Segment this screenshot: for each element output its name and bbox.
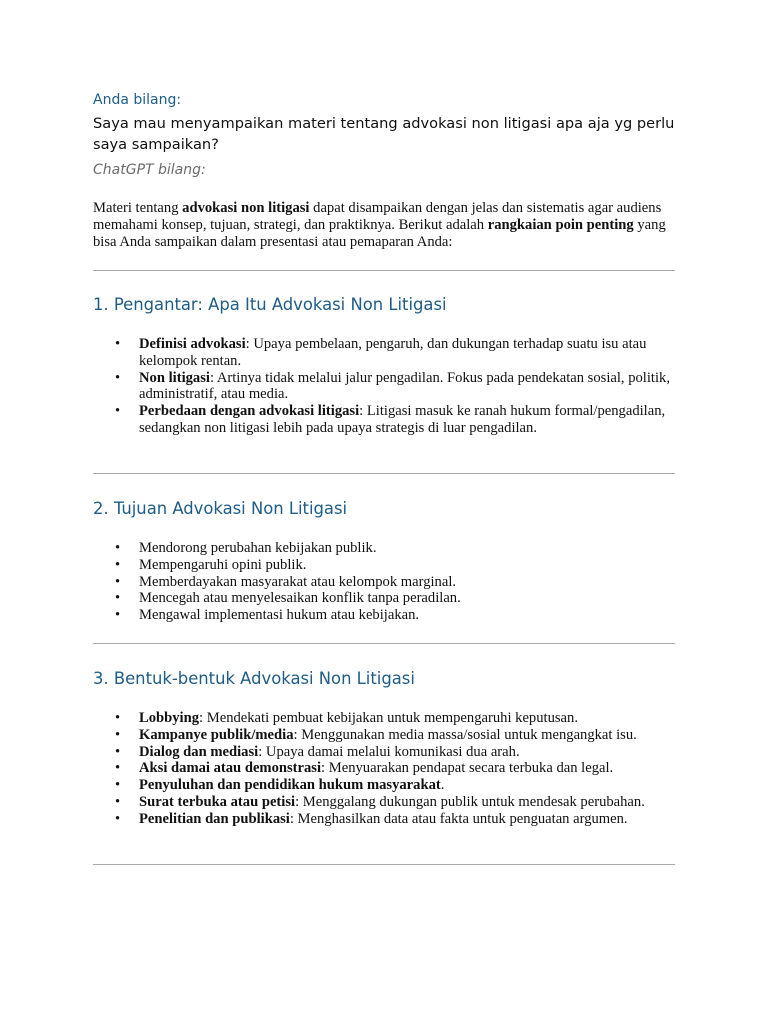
- list-item: [93, 744, 675, 761]
- assistant-intro-paragraph: [93, 200, 675, 251]
- bullet-icon: •: [115, 743, 121, 760]
- item-text: Mengawal implementasi hukum atau kebijakan.: [139, 607, 420, 624]
- item-text: : Menyuarakan pendapat secara terbuka dan legal.: [321, 760, 614, 777]
- bullet-icon: •: [115, 590, 121, 607]
- bullet-icon: •: [115, 403, 121, 420]
- intro-bold-term: advokasi non litigasi: [182, 200, 310, 216]
- item-text: Mencegah atau menyelesaikan konflik tanpa peradilan.: [139, 590, 461, 607]
- item-text: : Artinya tidak melalui jalur pengadilan. Fokus pada pendekatan sosial, politik, administratif, atau media.: [139, 369, 670, 403]
- list-item: [93, 336, 675, 370]
- section-list: [93, 540, 675, 624]
- item-text: : Upaya damai melalui komunikasi dua arah.: [258, 743, 520, 760]
- item-term: Perbedaan dengan advokasi litigasi: [139, 403, 360, 420]
- bullet-icon: •: [115, 540, 121, 556]
- item-text: : Litigasi masuk ke ranah hukum formal/pengadilan, sedangkan non litigasi lebih pada upaya strategis di luar pengadilan.: [139, 403, 666, 436]
- list-item: [93, 794, 675, 811]
- item-term: Aksi damai atau demonstrasi: [139, 760, 322, 777]
- bullet-icon: •: [115, 810, 121, 827]
- list-item: [93, 811, 675, 828]
- item-text: : Menghasilkan data atau fakta untuk penguatan argumen.: [289, 810, 628, 827]
- bullet-icon: •: [115, 607, 121, 624]
- list-item: [93, 557, 675, 574]
- section-list: [93, 336, 675, 437]
- intro-text: yang bisa Anda sampaikan dalam presentasi atau pemaparan Anda:: [93, 217, 666, 250]
- bullet-icon: •: [115, 726, 121, 743]
- bullet-icon: •: [115, 369, 121, 386]
- item-term: Penyuluhan dan pendidikan hukum masyarakat: [139, 777, 441, 794]
- section-divider: [93, 643, 675, 644]
- item-text: : Menggalang dukungan publik untuk mendesak perubahan.: [295, 793, 645, 810]
- list-item: [93, 607, 675, 624]
- section-divider: [93, 864, 675, 865]
- intro-bold-term: rangkaian poin penting: [487, 217, 634, 233]
- item-text: : Menggunakan media massa/sosial untuk mengangkat isu.: [293, 726, 637, 743]
- section-heading: 3. Bentuk-bentuk Advokasi Non Litigasi: [93, 669, 415, 688]
- bullet-icon: •: [115, 336, 121, 352]
- item-text: Mempengaruhi opini publik.: [139, 556, 307, 573]
- intro-text: Materi tentang: [93, 200, 183, 216]
- item-text: Mendorong perubahan kebijakan publik.: [139, 540, 377, 556]
- section-divider: [93, 270, 675, 271]
- section-list: [93, 710, 675, 828]
- item-text: : Upaya pembelaan, pengaruh, dan dukungan terhadap suatu isu atau kelompok rentan.: [139, 336, 647, 369]
- item-term: Dialog dan mediasi: [139, 743, 259, 760]
- list-item: [93, 777, 675, 794]
- bullet-icon: •: [115, 573, 121, 590]
- list-item: [93, 590, 675, 607]
- item-term: Surat terbuka atau petisi: [139, 793, 296, 810]
- item-term: Penelitian dan publikasi: [139, 810, 290, 827]
- item-text: : Mendekati pembuat kebijakan untuk mempengaruhi keputusan.: [199, 710, 578, 726]
- bullet-icon: •: [115, 777, 121, 794]
- section-heading: 1. Pengantar: Apa Itu Advokasi Non Litigasi: [93, 295, 447, 314]
- item-text: Memberdayakan masyarakat atau kelompok marginal.: [139, 573, 457, 590]
- item-text: .: [440, 777, 445, 794]
- bullet-icon: •: [115, 760, 121, 777]
- item-term: Lobbying: [139, 710, 200, 726]
- item-term: Kampanye publik/media: [139, 726, 294, 743]
- bullet-icon: •: [115, 556, 121, 573]
- item-term: Non litigasi: [139, 369, 210, 386]
- list-item: [93, 370, 675, 404]
- user-speaker-label: Anda bilang:: [93, 92, 182, 108]
- list-item: [93, 403, 675, 437]
- section-heading: 2. Tujuan Advokasi Non Litigasi: [93, 499, 348, 518]
- bullet-icon: •: [115, 710, 121, 726]
- bullet-icon: •: [115, 793, 121, 810]
- list-item: [93, 727, 675, 744]
- list-item: [93, 574, 675, 591]
- item-term: Definisi advokasi: [139, 336, 246, 352]
- list-item: [93, 760, 675, 777]
- list-item: [93, 540, 675, 557]
- user-message: Saya mau menyampaikan materi tentang advokasi non litigasi apa aja yg perlu saya sampaikan?: [93, 115, 675, 153]
- list-item: [93, 710, 675, 727]
- section-divider: [93, 473, 675, 474]
- intro-text: dapat disampaikan dengan jelas dan sistematis agar audiens memahami konsep, tujuan, strategi, dan praktiknya. Berikut adalah: [93, 200, 662, 233]
- assistant-speaker-label: ChatGPT bilang:: [93, 162, 206, 178]
